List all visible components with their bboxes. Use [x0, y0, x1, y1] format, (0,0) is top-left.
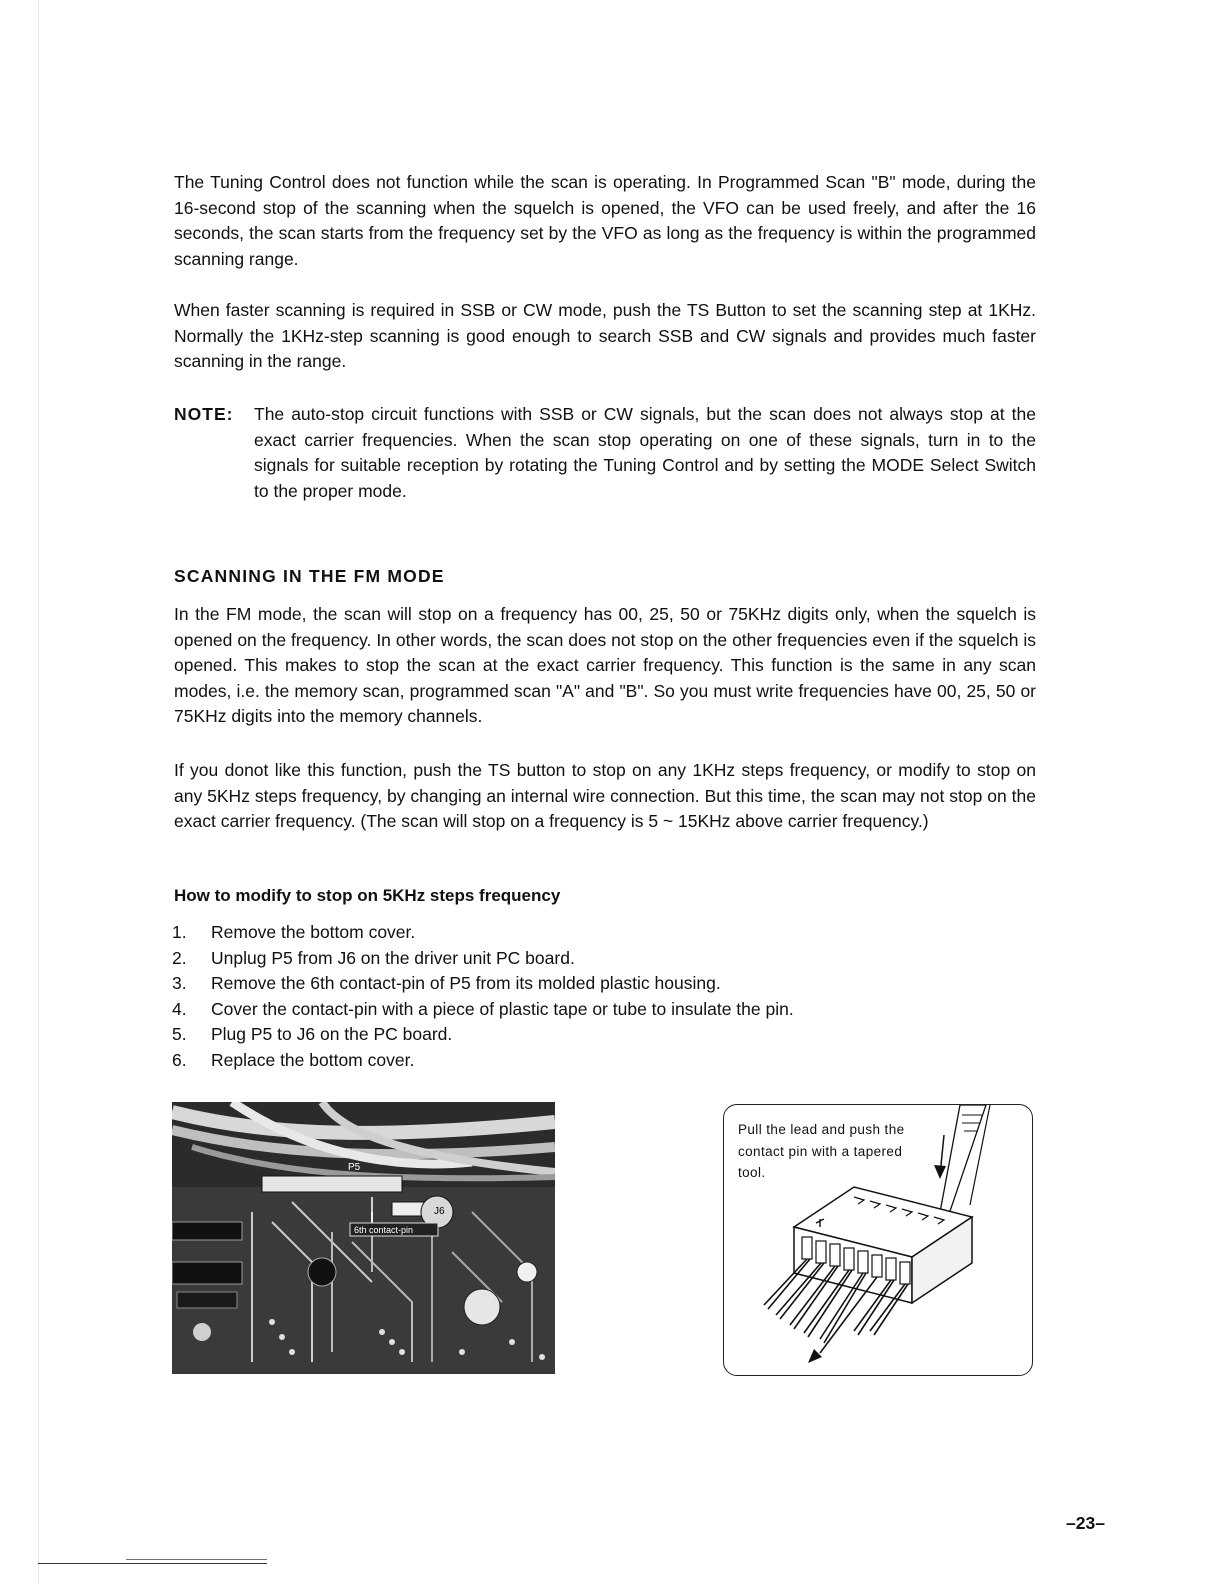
bottom-rule: [38, 1563, 267, 1564]
scan-margin-line: [38, 0, 39, 1584]
note-text: The auto-stop circuit functions with SSB or CW signals, but the scan does not always stop at the exact carrier frequencies. When the scan stop operating on one of these signals, turn in to the signals for suitable reception by rotating the Tuning Control and by setting the MODE Select Switch to the proper mode.: [254, 404, 1036, 501]
paragraph-ts-button: If you donot like this function, push the TS button to stop on any 1KHz steps frequency, or modify to stop on any 5KHz steps frequency, by changing an internal wire connection. But this time, the scan may not stop on the exact carrier frequency. (The scan will stop on a frequency is 5 ~ 15KHz above carrier frequency.): [174, 760, 1036, 831]
list-item: [172, 1048, 972, 1074]
page-number: –23–: [1066, 1513, 1105, 1533]
step-number: 3.: [172, 973, 187, 993]
photo-label-j6: J6: [434, 1206, 445, 1217]
paragraph-fm-mode: In the FM mode, the scan will stop on a frequency has 00, 25, 50 or 75KHz digits only, when the squelch is opened on the frequency. In other words, the scan does not stop on the other frequencies even if the squelch is opened. This makes to stop the scan at the exact carrier frequency. This function is the same in any scan modes, i.e. the memory scan, programmed scan "A" and "B". So you must write frequencies have 00, 25, 50 or 75KHz digits into the memory channels.: [174, 604, 1036, 726]
diagram-caption: Pull the lead and push the contact pin with a tapered tool.: [738, 1122, 905, 1180]
connector-diagram: [723, 1104, 1033, 1376]
pc-board-illustration: [172, 1102, 555, 1374]
step-text: Remove the bottom cover.: [211, 922, 416, 942]
section-heading-fm-mode: SCANNING IN THE FM MODE: [174, 566, 445, 586]
step-number: 1.: [172, 922, 187, 942]
pc-board-photo: [172, 1102, 555, 1374]
step-text: Cover the contact-pin with a piece of plastic tape or tube to insulate the pin.: [211, 998, 794, 1019]
list-item: [172, 946, 972, 972]
list-item: [172, 997, 972, 1023]
modification-steps: [172, 920, 972, 1073]
paragraph-scan-b: The Tuning Control does not function while the scan is operating. In Programmed Scan "B" mode, during the 16-second stop of the scanning when the squelch is opened, the VFO can be used freely, and after the 16 seconds, the scan starts from the frequency set by the VFO as long as the frequency is within the programmed scanning range.: [174, 172, 1036, 269]
connector-housing-illustration: [724, 1105, 1032, 1375]
photo-label-p5: P5: [348, 1162, 361, 1173]
subheading-how-to-modify: How to modify to stop on 5KHz steps frequency: [174, 886, 561, 905]
step-number: 2.: [172, 947, 187, 968]
paragraph-faster-scanning: When faster scanning is required in SSB or CW mode, push the TS Button to set the scanning step at 1KHz. Normally the 1KHz-step scanning is good enough to search SSB and CW signals and provides much faster scanning in the range.: [174, 300, 1036, 371]
step-text: Plug P5 to J6 on the PC board.: [211, 1024, 453, 1044]
list-item: [172, 1022, 972, 1048]
step-number: 4.: [172, 998, 187, 1019]
list-item: [172, 971, 972, 997]
bottom-rule-accent: [126, 1559, 267, 1560]
step-text: Remove the 6th contact-pin of P5 from its molded plastic housing.: [211, 973, 721, 993]
step-number: 6.: [172, 1049, 187, 1070]
photo-label-6th-pin: 6th contact-pin: [354, 1225, 414, 1235]
note-label: NOTE:: [174, 404, 234, 424]
step-text: Replace the bottom cover.: [211, 1049, 415, 1070]
step-number: 5.: [172, 1024, 187, 1044]
list-item: [172, 920, 972, 946]
step-text: Unplug P5 from J6 on the driver unit PC board.: [211, 947, 575, 968]
